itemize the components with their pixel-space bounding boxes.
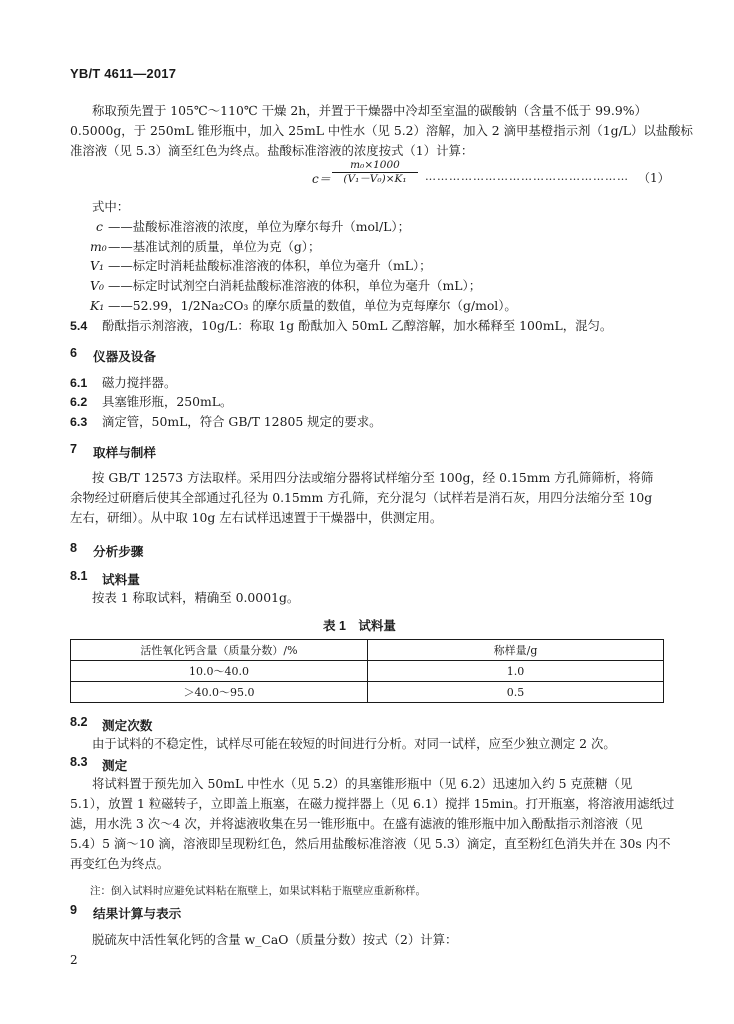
formula1-fraction (332, 159, 418, 186)
symbol-v0: V₀ (90, 278, 104, 293)
symbol-v1: V₁ (90, 258, 104, 273)
symbol-v1-desc: ——标定时消耗盐酸标准溶液的体积，单位为毫升（mL）； (108, 258, 432, 273)
section-8-3-line-4: 5.4）5 滴～10 滴，溶液即呈现粉红色，然后用盐酸标准溶液（见 5.3）滴定，直至粉红色消失并在 30s 内不 (70, 836, 671, 851)
section-9-title: 结果计算与表示 (93, 907, 182, 921)
formula1-lhs: c＝ (312, 172, 331, 186)
section-9-number: 9 (70, 903, 78, 917)
section-7-line-2: 余物经过研磨后使其全部通过孔径为 0.15mm 方孔筛，充分混匀（试样若是消石灰，用四分法缩分至 10g (70, 490, 653, 505)
section-8-2-title: 测定次数 (102, 719, 153, 733)
section-6-2-number: 6.2 (70, 395, 88, 409)
section-8-3-line-2: 5.1），放置 1 粒磁转子，立即盖上瓶塞，在磁力搅拌器上（见 6.1）搅拌 15min。打开瓶塞，将溶液用滤纸过 (70, 796, 675, 811)
symbol-c: c (96, 219, 103, 234)
section-6-title: 仪器及设备 (93, 350, 156, 364)
formula1-numerator: m₀×1000 (332, 159, 418, 173)
section-8-1-number: 8.1 (70, 569, 88, 583)
table-row (71, 682, 664, 703)
table-row (71, 661, 664, 682)
symbol-m0-desc: ——基准试剂的质量，单位为克（g）； (108, 239, 321, 254)
section-6-number: 6 (70, 346, 78, 360)
section-8-3-line-1: 将试料置于预先加入 50mL 中性水（见 5.2）的具塞锥形瓶中（见 6.2）迅速加入约 5 克蔗糖（见 (92, 776, 633, 791)
formula1-denominator: (V₁－V₀)×K₁ (343, 173, 407, 185)
page-number: 2 (70, 953, 78, 967)
table1 (70, 639, 664, 703)
symbol-k1: K₁ (90, 298, 105, 313)
note: 注：倒入试料时应避免试料粘在瓶壁上，如果试料粘于瓶壁应重新称样。 (90, 885, 426, 897)
table-cell: 1.0 (368, 661, 664, 682)
intro-line-1: 称取预先置于 105℃～110℃ 干燥 2h，并置于干燥器中冷却至室温的碳酸钠（含量不低于 99.9%） (92, 103, 647, 118)
section-9-text: 脱硫灰中活性氧化钙的含量 w_CaO（质量分数）按式（2）计算： (92, 932, 458, 947)
section-8-1-title: 试料量 (102, 573, 140, 587)
section-6-3-number: 6.3 (70, 415, 88, 429)
formula1-leader-dots: …………………………………………… (425, 170, 629, 183)
symbol-m0: m₀ (90, 239, 107, 254)
formula1-number: （1） (638, 171, 670, 185)
standard-code-header: YB/T 4611—2017 (70, 66, 177, 81)
symbol-k1-desc: ——52.99，1/2Na₂CO₃ 的摩尔质量的数值，单位为克每摩尔（g/mol）。 (108, 298, 517, 313)
section-6-3-text: 滴定管，50mL，符合 GB/T 12805 规定的要求。 (102, 414, 382, 429)
table1-caption: 表 1 试料量 (323, 619, 396, 633)
section-8-1-text: 按表 1 称取试料，精确至 0.0001g。 (92, 590, 300, 605)
table-cell: 0.5 (368, 682, 664, 703)
intro-line-3: 准溶液（见 5.3）滴至红色为终点。盐酸标准溶液的浓度按式（1）计算： (70, 143, 474, 158)
table1-header-content: 活性氧化钙含量（质量分数）/% (71, 640, 368, 661)
section-8-3-title: 测定 (102, 759, 128, 773)
section-8-3-line-3: 滤，用水洗 3 次～4 次，并将滤液收集在另一锥形瓶中。在盛有滤液的锥形瓶中加入酚酞指示剂溶液（见 (70, 816, 643, 831)
table1-header-weight: 称样量/g (368, 640, 664, 661)
table1-header-row (71, 640, 664, 661)
section-8-2-number: 8.2 (70, 715, 88, 729)
section-6-1-number: 6.1 (70, 376, 88, 390)
section-6-1-text: 磁力搅拌器。 (102, 375, 177, 390)
section-7-title: 取样与制样 (93, 446, 156, 460)
section-7-line-3: 左右，研细）。从中取 10g 左右试样迅速置于干燥器中，供测定用。 (70, 510, 443, 525)
section-5-4-number: 5.4 (70, 319, 88, 333)
section-8-number: 8 (70, 541, 78, 555)
symbol-c-desc: ——盐酸标准溶液的浓度，单位为摩尔每升（mol/L）； (108, 219, 410, 234)
section-8-3-number: 8.3 (70, 755, 88, 769)
table-cell: 10.0～40.0 (71, 661, 368, 682)
table-cell: ＞40.0～95.0 (71, 682, 368, 703)
section-6-2-text: 具塞锥形瓶，250mL。 (102, 394, 233, 409)
intro-line-2: 0.5000g，于 250mL 锥形瓶中，加入 25mL 中性水（见 5.2）溶解，加入 2 滴甲基橙指示剂（1g/L）以盐酸标 (70, 123, 693, 138)
section-7-number: 7 (70, 442, 78, 456)
section-8-title: 分析步骤 (93, 545, 144, 559)
section-7-line-1: 按 GB/T 12573 方法取样。采用四分法或缩分器将试样缩分至 100g，经 0.15mm 方孔筛筛析，将筛 (92, 470, 654, 485)
section-5-4-text: 酚酞指示剂溶液，10g/L：称取 1g 酚酞加入 50mL 乙醇溶解，加水稀释至 100mL，混匀。 (102, 318, 613, 333)
symbol-v0-desc: ——标定时试剂空白消耗盐酸标准溶液的体积，单位为毫升（mL）； (108, 278, 482, 293)
section-8-3-line-5: 再变红色为终点。 (70, 856, 170, 871)
section-8-2-text: 由于试料的不稳定性，试样尽可能在较短的时间进行分析。对同一试样，应至少独立测定 2 次。 (92, 736, 616, 751)
where-label: 式中： (92, 199, 130, 214)
